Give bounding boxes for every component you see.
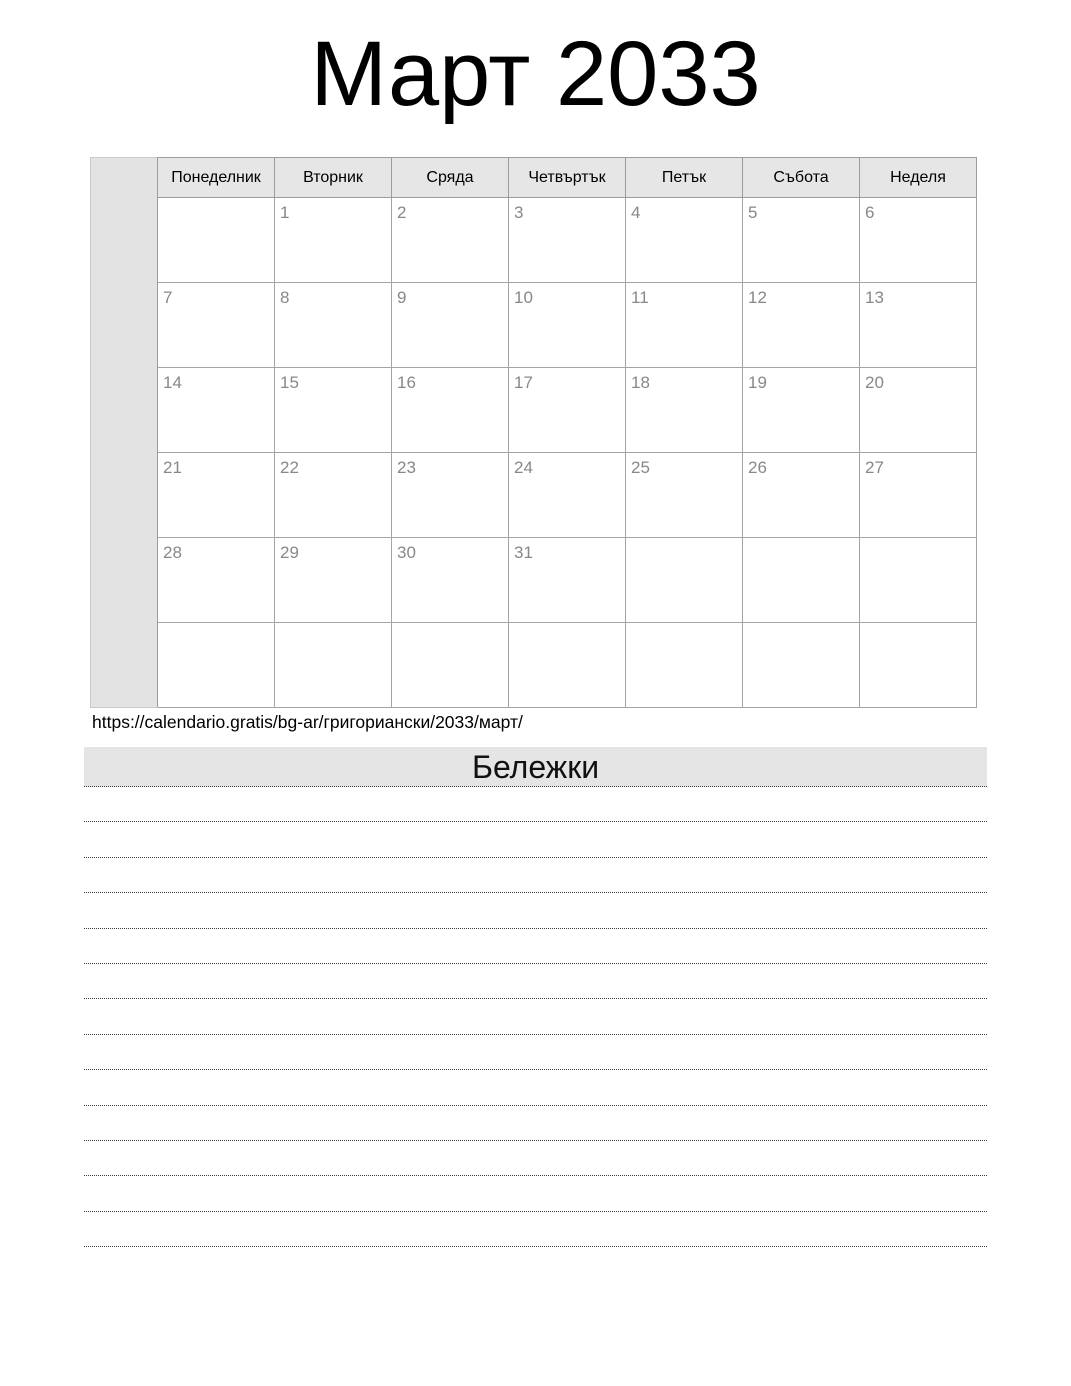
note-line [84,893,987,928]
calendar-day-cell: 24 [509,453,626,538]
calendar-day-cell: 27 [860,453,977,538]
note-line [84,1106,987,1141]
calendar-day-cell: 22 [275,453,392,538]
calendar-day-cell: 15 [275,368,392,453]
calendar-day-cell [158,198,275,283]
weekday-header: Петък [626,158,743,198]
calendar-day-cell: 23 [392,453,509,538]
calendar-week-row [91,538,977,623]
note-line [84,1141,987,1176]
calendar-day-cell [743,623,860,708]
calendar-week-row [91,198,977,283]
calendar-day-cell: 9 [392,283,509,368]
weekday-header: Вторник [275,158,392,198]
calendar-day-cell [158,623,275,708]
calendar-day-cell: 2 [392,198,509,283]
calendar-day-cell: 29 [275,538,392,623]
calendar-day-cell [743,538,860,623]
note-line [84,822,987,857]
notes-header-bar [84,747,987,787]
note-line [84,1212,987,1247]
calendar-day-cell: 14 [158,368,275,453]
calendar-day-cell [509,623,626,708]
weekday-header: Четвъртък [509,158,626,198]
note-line [84,1176,987,1211]
note-line [84,858,987,893]
calendar-day-cell: 18 [626,368,743,453]
note-line [84,787,987,822]
note-line [84,929,987,964]
calendar-day-cell: 16 [392,368,509,453]
calendar-week-row [91,368,977,453]
calendar-day-cell: 21 [158,453,275,538]
calendar-day-cell: 3 [509,198,626,283]
weekday-header: Сряда [392,158,509,198]
note-line [84,999,987,1034]
calendar-day-cell [626,538,743,623]
calendar-day-cell: 19 [743,368,860,453]
calendar-day-cell: 8 [275,283,392,368]
calendar-day-cell: 30 [392,538,509,623]
calendar-day-cell: 17 [509,368,626,453]
calendar-day-cell [860,538,977,623]
weekday-header: Неделя [860,158,977,198]
weekday-header: Събота [743,158,860,198]
calendar-day-cell: 11 [626,283,743,368]
source-url: https://calendario.gratis/bg-ar/григориански/2033/март/ [92,712,523,732]
calendar-day-cell: 5 [743,198,860,283]
calendar-day-cell: 4 [626,198,743,283]
calendar-day-cell: 31 [509,538,626,623]
notes-lines [84,787,987,1247]
calendar-week-row [91,283,977,368]
weekday-header: Понеделник [158,158,275,198]
page-title: Март 2033 [310,23,761,125]
calendar-day-cell: 6 [860,198,977,283]
weekday-header-row [91,158,977,198]
calendar-day-cell [392,623,509,708]
calendar-week-row [91,623,977,708]
calendar-day-cell [626,623,743,708]
calendar-day-cell: 10 [509,283,626,368]
calendar-day-cell: 12 [743,283,860,368]
note-line [84,1070,987,1105]
note-line [84,964,987,999]
week-spacer-column [91,158,158,708]
notes-title: Бележки [471,749,600,785]
calendar-day-cell: 20 [860,368,977,453]
calendar-day-cell: 26 [743,453,860,538]
calendar-day-cell [275,623,392,708]
calendar-day-cell: 25 [626,453,743,538]
calendar-day-cell: 28 [158,538,275,623]
calendar-day-cell: 7 [158,283,275,368]
calendar-day-cell: 13 [860,283,977,368]
note-line [84,1035,987,1070]
calendar-day-cell: 1 [275,198,392,283]
calendar-table [90,157,977,708]
calendar-day-cell [860,623,977,708]
calendar-week-row [91,453,977,538]
